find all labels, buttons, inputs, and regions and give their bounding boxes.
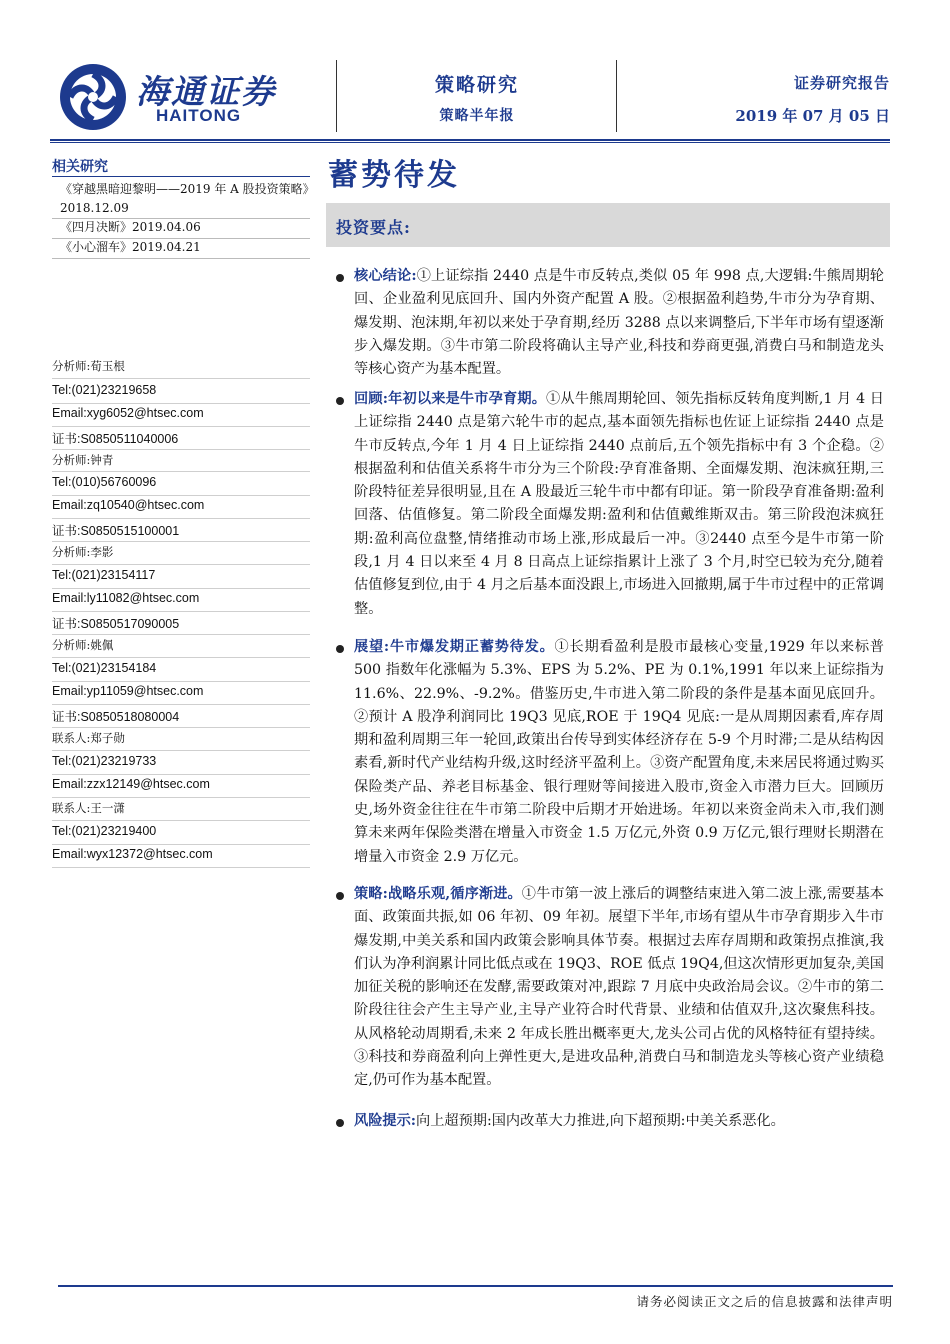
analyst-cert: 证书:S0850515100001 [52,524,180,538]
point-text: ①长期看盈利是股市最核心变量,1929 年以来标普 500 指数年化涨幅为 5.3%、EPS 为 5.2%、PE 为 0.1%,1991 年以来上证综指为 11.6%、22.9%、-9.2%。借鉴历史,牛市进入第二阶段的条件是基本面见底回升。②预计 A 股净利润同比 19Q3 见底,ROE 于 19Q4 见底:一是从周期因素看,库存周期和盈利周期三年一轮回,政策出台传导到实体经济存在 5-9 个月时滞;二是从结构因素看,新时代产业结构升级,这时经济平盈利上。③资产配置角度,未来居民将通过购买保险类产品、养老目标基金、银行理财等间接进入股市,资金入市潜力巨大。回顾历史,场外资金往往在牛市第二阶段中后期才开始进场。年初以来资金尚未入市,我们测算未来两年保险类潜在增量入市资金 1.5 万亿元,外资 0.9 万亿元,银行理财长期潜在增量入市资金 2.9 万亿元。 [354,639,884,865]
contact-divider [52,471,310,472]
point-heading: 策略:战略乐观,循序渐进。 [354,886,522,902]
contact-divider [52,774,310,775]
contact-divider [52,844,310,845]
analyst-cert: 证书:S0850511040006 [52,432,179,446]
related-report-3[interactable]: 《小心溜车》2019.04.21 [60,240,201,254]
point-review [354,388,884,621]
contact-name: 联系人:王一潇 [52,801,125,815]
analyst-tel: Tel:(021)23154117 [52,568,156,582]
contact-divider [52,657,310,658]
related-research-title: 相关研究 [52,159,108,175]
contact-divider [52,588,310,589]
report-type: 证券研究报告 [793,74,890,92]
point-risk [354,1110,884,1133]
point-text: ①上证综指 2440 点是牛市反转点,类似 05 年 998 点,大逻辑:牛熊周期轮回、企业盈利见底回升、国内外资产配置 A 股。②根据盈利趋势,牛市分为孕育期、爆发期、泡沫期,年初以来处于孕育期,经历 3288 点以来调整后,下半年市场有望逐渐步入爆发期。③牛市第二阶段将确认主导产业,科技和券商更强,消费白马和制造龙头等核心资产为基本配置。 [354,268,884,378]
contact-divider [52,541,310,542]
contact-tel: Tel:(021)23219400 [52,824,157,838]
contact-email[interactable]: Email:wyx12372@htsec.com [52,847,213,861]
analyst-email[interactable]: Email:ly11082@htsec.com [52,591,200,605]
key-points-label: 投资要点: [336,218,411,237]
point-strategy [354,883,884,1093]
contact-divider [52,867,310,868]
header-rule-thin [50,142,890,143]
bullet-icon [336,1119,344,1127]
bullet-icon [336,274,344,282]
contact-divider [52,403,310,404]
analyst-tel: Tel:(021)23219658 [52,383,157,397]
analyst-email[interactable]: Email:yp11059@htsec.com [52,684,204,698]
analyst-email[interactable]: Email:zq10540@htsec.com [52,498,205,512]
contact-divider [52,727,310,728]
bullet-icon [336,645,344,653]
contact-name: 联系人:郑子勋 [52,731,125,745]
contact-divider [52,449,310,450]
report-date: 2019 年 07 月 05 日 [735,107,890,125]
contact-divider [52,634,310,635]
haitong-logo [58,62,288,132]
contact-divider [52,611,310,612]
related-report-1[interactable]: 《穿越黑暗迎黎明——2019 年 A 股投资策略》2018.12.09 [60,182,309,215]
analyst-tel: Tel:(021)23154184 [52,661,157,675]
report-category: 策略研究 [434,74,519,96]
point-text: ①牛市第一波上涨后的调整结束进入第二波上涨,需要基本面、政策面共振,如 06 年初、09 年初。展望下半年,市场有望从牛市孕育期步入牛市爆发期,中美关系和国内政策会影响具体节奏。根据过去库存周期和政策拐点推演,我们认为净利润累计同比低点或在 19Q3、ROE 低点 19Q4,但这次情形更加复杂,美国加征关税的影响还在发酵,需要政策对冲,跟踪 7 月底中央政治局会议。②牛市的第二阶段往往会产生主导产业,主导产业符合时代背景、业绩和估值双升,这次聚焦科技。从风格轮动周期看,未来 2 年成长胜出概率更大,龙头公司占优的风格特征有望持续。③科技和券商盈利向上弹性更大,是进攻品种,消费白马和制造龙头等核心资产业绩稳定,仍可作为基本配置。 [354,886,884,1089]
point-text: ①从牛熊周期轮回、领先指标反转角度判断,1 月 4 日上证综指 2440 点是第六轮牛市的起点,基本面领先指标也佐证上证综指 2440 点是牛市反转点,今年 1 月 4 日上证综指 2440 点前后,五个领先指标中有 3 个企稳。②根据盈利和估值关系将牛市分为三个阶段:孕育准备期、全面爆发期、泡沫疯狂期,三阶段特征差异很明显,且在 A 股最近三轮牛市中都有印证。第一阶段孕育准备期:盈利回落、估值修复。第二阶段全面爆发期:盈利和估值戴维斯双击。第三阶段泡沫疯狂期:盈利高位盘整,情绪推动市场上涨,形成最后一冲。③2440 点至今是牛市第一阶段,1 月 4 日以来至 4 月 8 日高点上证综指累计上涨了 3 个月,时空已较为充分,随着估值修复到位,由于 4 月之后基本面没跟上,市场进入回撤期,属于牛市过程中的正常调整。 [354,391,884,617]
related-divider [52,258,310,259]
footer-rule [58,1285,893,1287]
contact-divider [52,681,310,682]
header-rule [50,139,890,141]
contact-divider [52,797,310,798]
analyst-tel: Tel:(010)56760096 [52,475,157,489]
header-divider-left [336,60,337,132]
point-outlook [354,636,884,869]
point-heading: 回顾:年初以来是牛市孕育期。 [354,391,547,407]
contact-divider [52,518,310,519]
logo-chinese-text: 海通证券 [136,72,276,111]
contact-divider [52,426,310,427]
report-subcategory: 策略半年报 [439,108,515,124]
footer-disclaimer[interactable]: 请务必阅读正文之后的信息披露和法律声明 [636,1294,893,1309]
contact-divider [52,750,310,751]
point-core-conclusion [354,265,884,381]
contact-divider [52,564,310,565]
point-heading: 风险提示: [354,1113,416,1129]
point-heading: 展望:牛市爆发期正蓄势待发。 [354,639,555,655]
bullet-icon [336,892,344,900]
contact-divider [52,820,310,821]
contact-divider [52,495,310,496]
contact-divider [52,378,310,379]
analyst-email[interactable]: Email:xyg6052@htsec.com [52,406,204,420]
header-divider-right [616,60,617,132]
related-research-rule [52,176,310,177]
analyst-name: 分析师:荀玉根 [52,359,125,373]
report-title: 蓄势待发 [328,158,460,193]
related-report-2[interactable]: 《四月决断》2019.04.06 [60,220,201,234]
analyst-name: 分析师:姚佩 [52,638,114,652]
analyst-cert: 证书:S0850518080004 [52,710,180,724]
contact-divider [52,704,310,705]
bullet-icon [336,397,344,405]
contact-email[interactable]: Email:zzx12149@htsec.com [52,777,210,791]
haitong-emblem-icon [58,62,128,132]
key-points-banner [326,203,890,247]
analyst-name: 分析师:钟青 [52,453,114,467]
analyst-cert: 证书:S0850517090005 [52,617,180,631]
contact-tel: Tel:(021)23219733 [52,754,157,768]
logo-english-text: HAITONG [156,106,242,125]
point-heading: 核心结论: [354,268,417,284]
point-text: 向上超预期:国内改革大力推进,向下超预期:中美关系恶化。 [416,1113,785,1129]
analyst-name: 分析师:李影 [52,545,114,559]
